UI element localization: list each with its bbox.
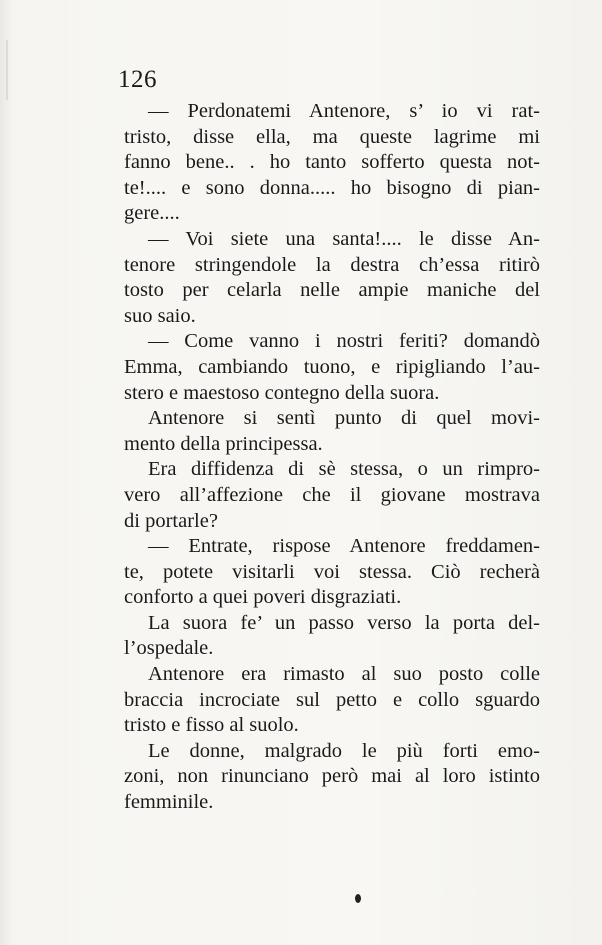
text-line: tristo e fisso al suolo. <box>124 714 299 737</box>
text-line: stero e maestoso contegno della suora. <box>124 381 440 404</box>
text-line: mento della principessa. <box>124 432 323 455</box>
text-line: — Entrate, rispose Antenore freddamen- <box>148 535 540 558</box>
text-line: — Perdonatemi Antenore, s’ io vi rat- <box>148 100 540 122</box>
text-line: — Come vanno i nostri feriti? domandò <box>148 330 540 353</box>
text-line: tenore stringendole la destra ch’essa ritirò <box>124 253 540 276</box>
text-line: te, potete visitarli voi stessa. Ciò recherà <box>124 560 540 583</box>
text-line: Emma, cambiando tuono, e ripigliando l’au- <box>124 355 540 378</box>
text-line: Le donne, malgrado le più forti emo- <box>148 739 540 762</box>
text-line: te!.... e sono donna..... ho bisogno di pian- <box>124 176 540 199</box>
text-line: zoni, non rinunciano però mai al loro istinto <box>124 765 540 788</box>
text-line: suo saio. <box>124 304 196 327</box>
text-line: — Voi siete una santa!.... le disse An- <box>148 227 540 250</box>
text-line: braccia incrociate sul petto e collo sguardo <box>124 688 540 711</box>
text-line: tristo, disse ella, ma queste lagrime mi <box>124 125 540 148</box>
text-line: tosto per celarla nelle ampie maniche del <box>124 279 540 302</box>
page-number: 126 <box>118 66 157 93</box>
text-line: l’ospedale. <box>124 637 214 660</box>
text-line: conforto a quei poveri disgraziati. <box>124 586 402 609</box>
text-line: Antenore era rimasto al suo posto colle <box>148 663 540 686</box>
text-line: gere.... <box>124 202 180 225</box>
ink-blot <box>355 894 361 903</box>
page-edge-shadow <box>6 40 8 100</box>
text-line: fanno bene.. . ho tanto sofferto questa not- <box>124 151 540 174</box>
text-line: Antenore si sentì punto di quel movi- <box>148 407 540 430</box>
text-line: vero all’affezione che il giovane mostrava <box>124 483 540 506</box>
body-text <box>124 99 540 816</box>
text-line: femminile. <box>124 791 214 814</box>
text-line: La suora fe’ un passo verso la porta del- <box>148 611 540 634</box>
text-line: Era diffidenza di sè stessa, o un rimpro- <box>148 458 540 481</box>
text-line: di portarle? <box>124 509 218 532</box>
